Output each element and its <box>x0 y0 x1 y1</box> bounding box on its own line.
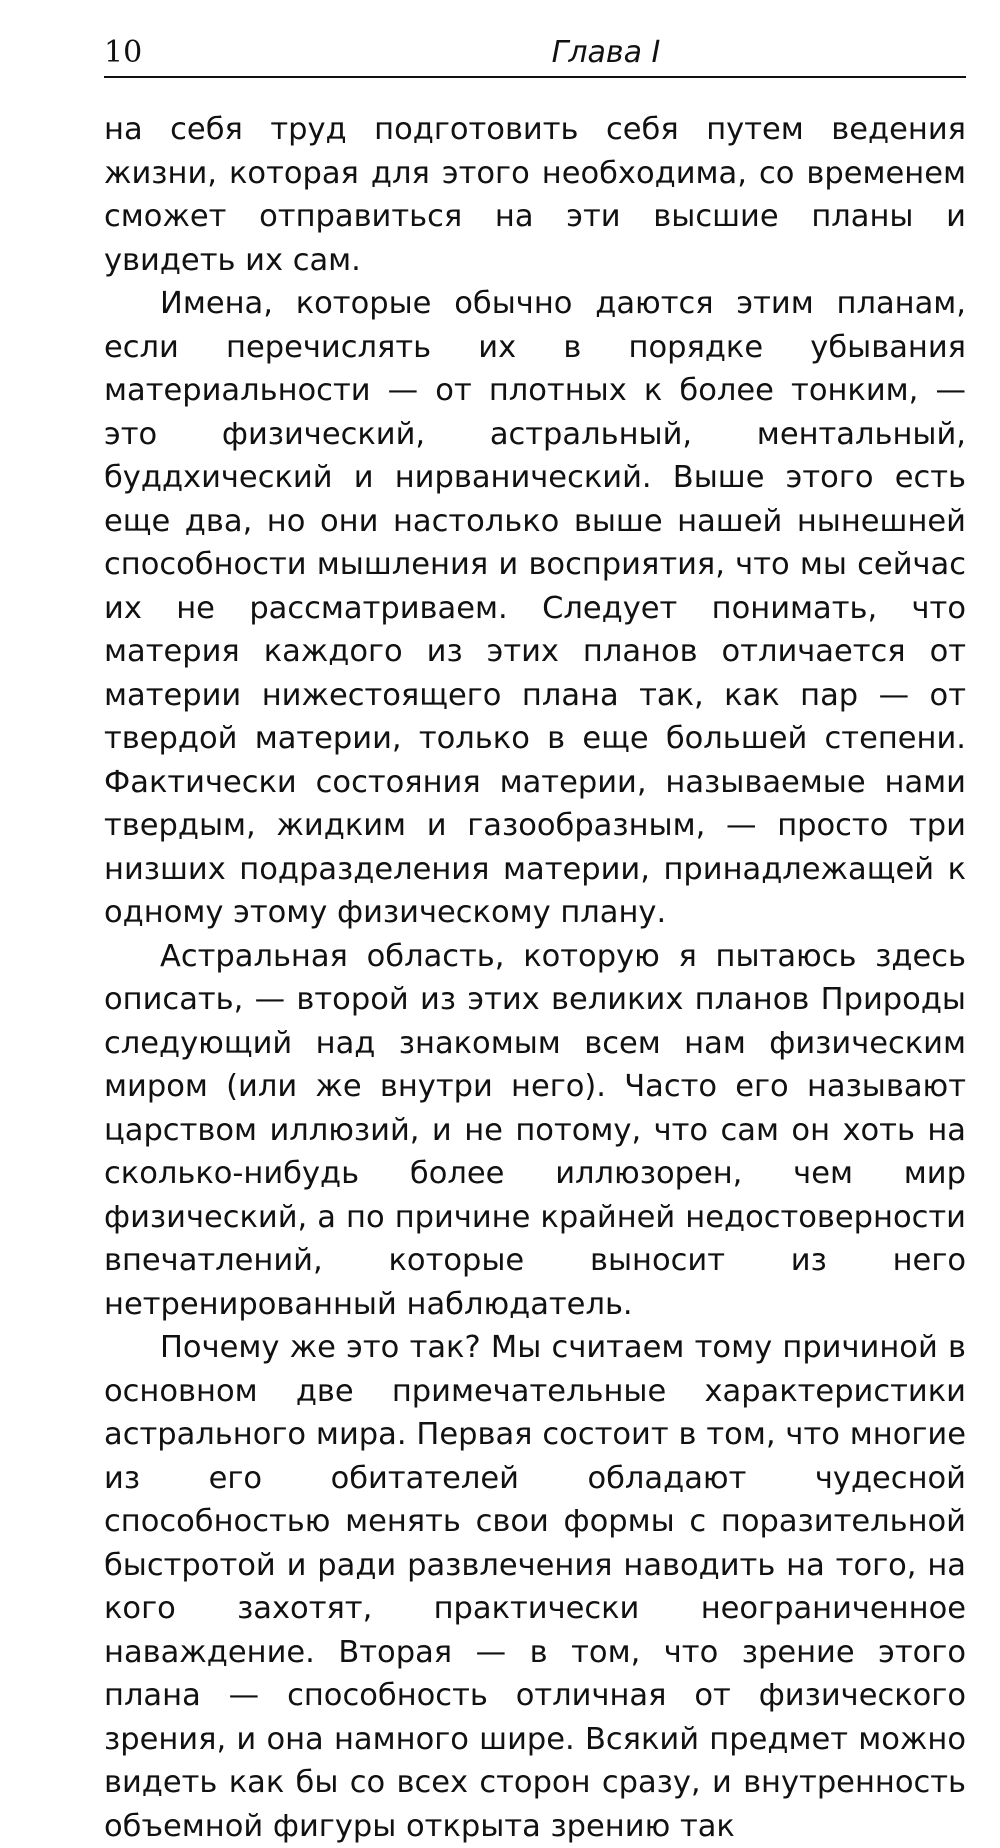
body-text <box>104 108 966 1848</box>
paragraph-continuation: на себя труд подготовить себя путем ведения жизни, которая для этого необходима, со временем сможет отправиться на эти высшие планы и увидеть их сам. <box>104 112 966 278</box>
running-head <box>104 30 966 78</box>
paragraph-plane-names: Имена, которые обычно даются этим планам, если перечислять их в порядке убывания материальности — от плотных к более тонким, — это физический, астральный, ментальный, буддхический и нирванический. Выше этого есть еще два, но они настолько выше нашей нынешней способности мышления и восприятия, что мы сейчас их не рассматриваем. Следует понимать, что материя каждого из этих планов отличается от материи нижестоящего плана так, как пар — от твердой материи, только в еще большей степени. Фактически состояния материи, называемые нами твердым, жидким и газообразным, — просто три низших подразделения материи, принадлежащей к одному этому физическому плану. <box>104 286 966 930</box>
paragraph-why-illusion: Почему же это так? Мы считаем тому причиной в основном две примечательные характеристики астрального мира. Первая состоит в том, что многие из его обитателей обладают чудесной способностью менять свои формы с поразительной быстротой и ради развлечения наводить на того, на кого захотят, практически неограниченное наваждение. Вторая — в том, что зрение этого плана — способность отличная от физического зрения, и она намного шире. Всякий предмет можно видеть как бы со всех сторон сразу, и внутренность объемной фигуры открыта зрению так <box>104 1330 966 1844</box>
chapter-title: Глава I <box>551 35 661 70</box>
paragraph-astral-region: Астральная область, которую я пытаюсь здесь описать, — второй из этих великих планов Природы следующий над знакомым всем нам физическим миром (или же внутри него). Часто его называют царством иллюзий, и не потому, что сам он хоть на сколько-нибудь более иллюзорен, чем мир физический, а по причине крайней недостоверности впечатлений, которые выносит из него нетренированный наблюдатель. <box>104 938 966 1322</box>
page-number: 10 <box>104 35 143 70</box>
